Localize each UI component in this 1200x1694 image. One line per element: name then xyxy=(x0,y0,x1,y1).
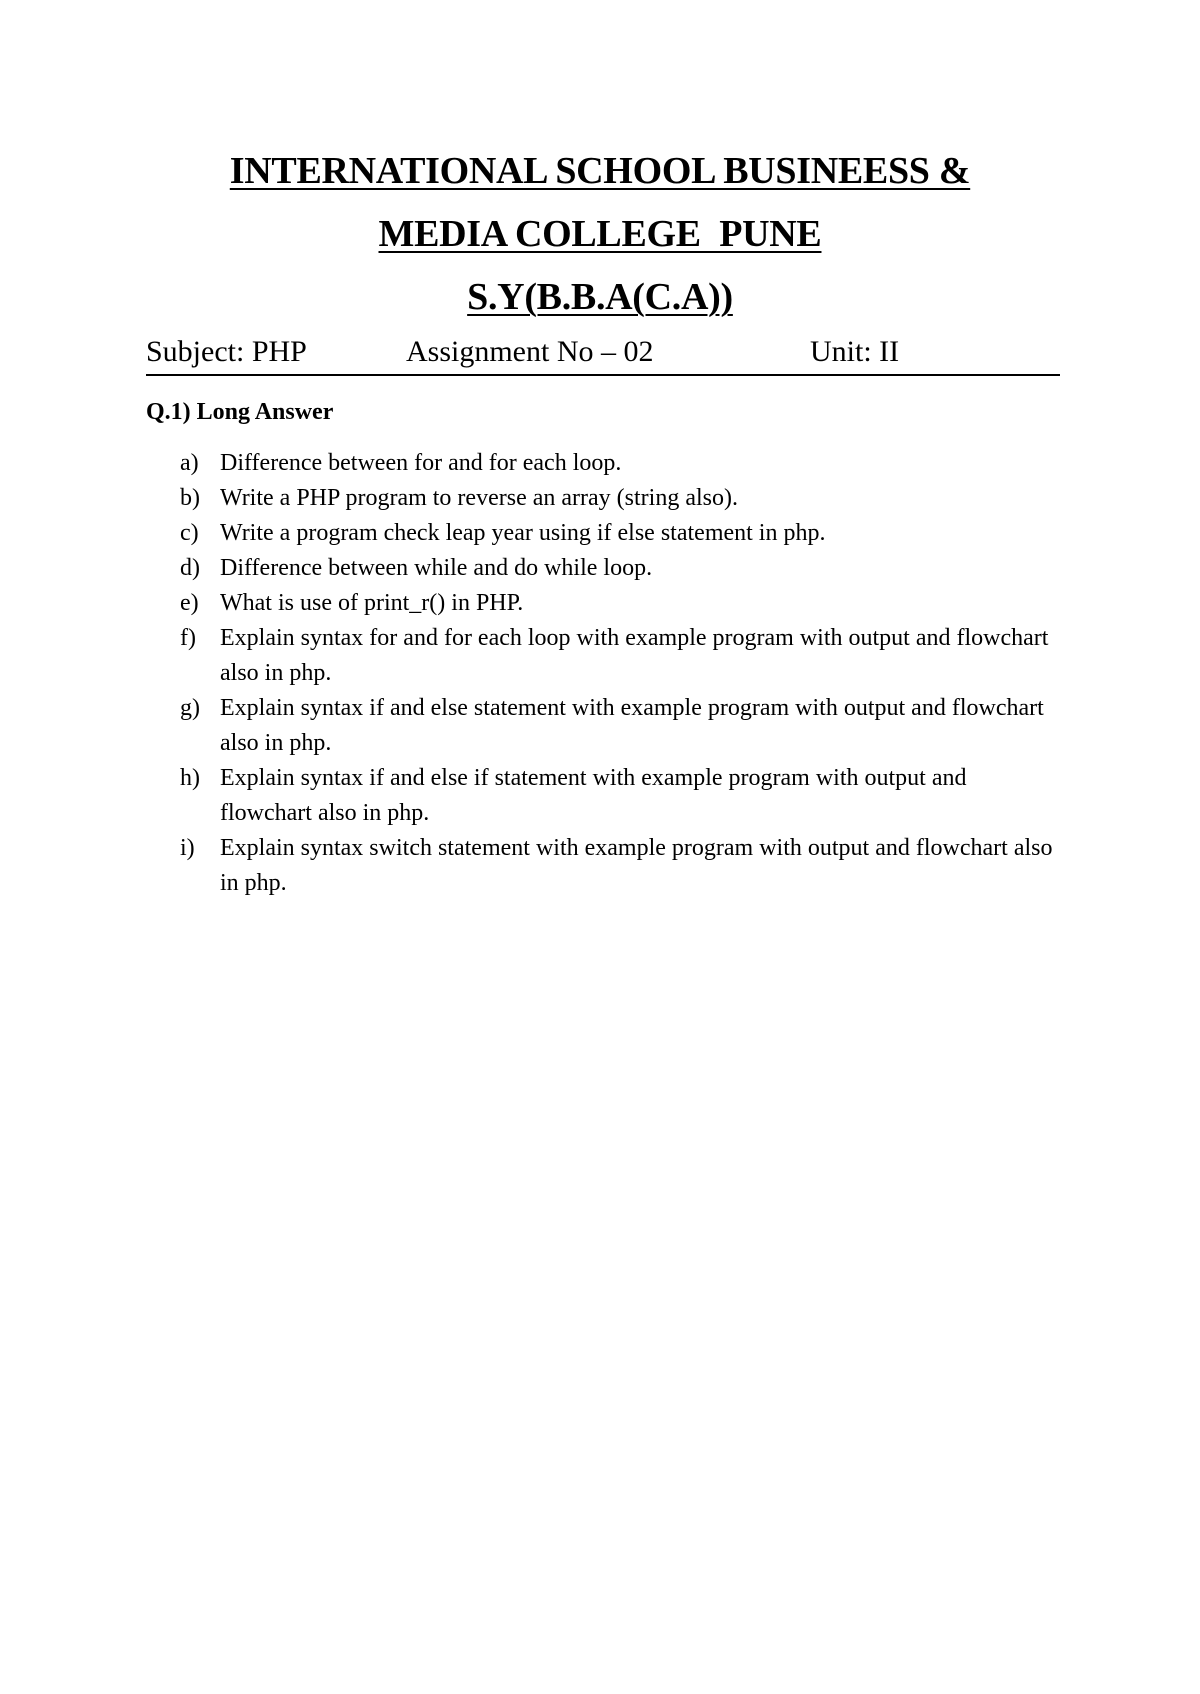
question-text: Explain syntax for and for each loop with example program with output and flowchart also in php. xyxy=(220,625,1049,686)
section-heading: Q.1) Long Answer xyxy=(146,399,334,425)
question-item xyxy=(180,446,1060,481)
question-item xyxy=(180,516,1060,551)
question-text: Difference between for and for each loop. xyxy=(220,450,622,476)
question-marker: a) xyxy=(180,450,199,476)
assignment-number: Assignment No – 02 xyxy=(406,335,654,368)
question-item xyxy=(180,691,1060,761)
question-item xyxy=(180,621,1060,691)
question-marker: h) xyxy=(180,765,200,791)
subject-label: Subject: PHP xyxy=(146,335,307,368)
question-text: Explain syntax if and else statement with example program with output and flowchart also in php. xyxy=(220,695,1044,756)
question-text: Write a program check leap year using if else statement in php. xyxy=(220,520,826,546)
question-text: Explain syntax switch statement with example program with output and flowchart also in php. xyxy=(220,835,1053,896)
college-title-block xyxy=(0,140,1200,329)
question-text: Write a PHP program to reverse an array (string also). xyxy=(220,485,738,511)
question-marker: i) xyxy=(180,835,195,861)
college-name-line-1: INTERNATIONAL SCHOOL BUSINEESS & xyxy=(229,150,971,192)
college-name-line-2: MEDIA COLLEGE PUNE xyxy=(378,213,822,255)
question-marker: d) xyxy=(180,555,200,581)
question-item xyxy=(180,831,1060,901)
question-item xyxy=(180,551,1060,586)
question-text: Explain syntax if and else if statement with example program with output and flowchart also in php. xyxy=(220,765,967,826)
question-marker: c) xyxy=(180,520,199,546)
question-marker: f) xyxy=(180,625,196,651)
question-text: Difference between while and do while loop. xyxy=(220,555,653,581)
question-marker: b) xyxy=(180,485,200,511)
assignment-info-row xyxy=(146,330,1060,376)
question-list xyxy=(180,446,1080,901)
question-marker: e) xyxy=(180,590,199,616)
course-name: S.Y(B.B.A(C.A)) xyxy=(467,276,733,318)
question-item xyxy=(180,481,1060,516)
question-item xyxy=(180,586,1060,621)
question-item xyxy=(180,761,1060,831)
question-marker: g) xyxy=(180,695,200,721)
unit-label: Unit: II xyxy=(810,335,900,368)
question-text: What is use of print_r() in PHP. xyxy=(220,590,524,616)
